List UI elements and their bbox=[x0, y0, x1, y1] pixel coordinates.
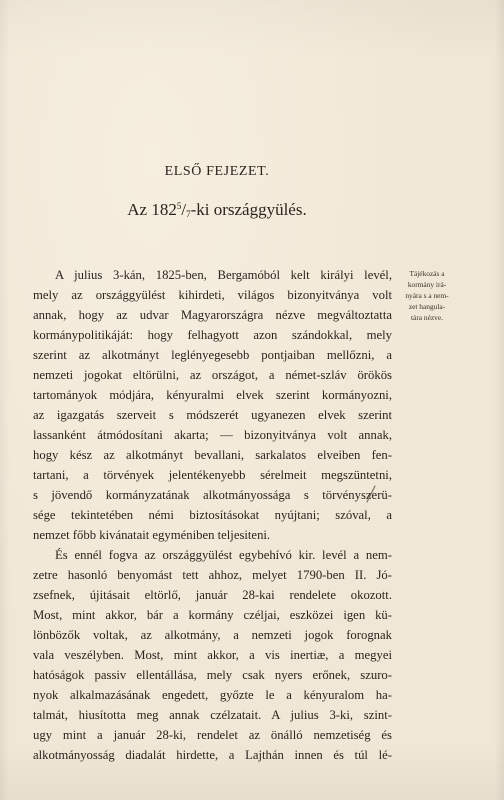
margin-note-line: nyára s a nem- bbox=[405, 291, 449, 300]
chapter-subtitle: Az $182^5/_7-ki$ országgyülés. bbox=[127, 200, 307, 219]
margin-note bbox=[397, 268, 457, 323]
text-line: hatóságok passiv ellentállása, mely csak nyers erőnek, szuro- bbox=[33, 668, 392, 682]
text-line: hogy kész az alkotmányt bevallani, sarkalatos elveiben fen- bbox=[33, 448, 392, 462]
text-line: lönbözők voltak, az alkotmány, a nemzeti jogok forognak bbox=[33, 628, 392, 642]
text-line: zsefnek, újitásait eltörlő, január 28-kai rendelete okozott. bbox=[33, 588, 392, 602]
body-text bbox=[33, 265, 392, 765]
text-line: sége tekintetében némi biztosításokat nyújtani; szóval, a bbox=[33, 508, 392, 522]
text-line: És ennél fogva az országgyülést egybehívó kir. levél a nem- bbox=[55, 548, 392, 562]
subtitle-suffix: -ki országgyülés. bbox=[190, 200, 307, 219]
text-line: lassanként átmódosítani akarta; — bizonyitványa volt annak, bbox=[33, 428, 392, 442]
text-line: nemzet főbb kivánatait egyméniben teljesiteni. bbox=[33, 528, 271, 542]
text-line: az igazgatás szerveit s módszerét ugyanezen elvek szerint bbox=[33, 408, 392, 422]
subtitle-prefix: Az 182 bbox=[127, 200, 177, 219]
chapter-heading: ELSŐ FEJEZET. bbox=[164, 164, 270, 179]
text-line: mely az országgyülést kihirdeti, világos bizonyitványa volt bbox=[33, 288, 392, 302]
text-line: s jövendő kormányzatának alkotmányossága s törvényszerü- bbox=[33, 488, 392, 502]
text-line: ugy mint a január 28-ki, rendelet az önálló nemzetiség és bbox=[33, 728, 392, 742]
text-line: kormánypolitikáját: hogy felhagyott azon szándokkal, mely bbox=[33, 328, 392, 342]
text-line: szerint az alkotmányt leglényegesebb pontjaiban mellőzni, a bbox=[33, 348, 392, 362]
subtitle-subscript: 7 bbox=[186, 209, 191, 219]
text-line: tartományok módjára, kényuralmi elvek szerint kormányozni, bbox=[33, 388, 392, 402]
text-line: annak, hogy az udvar Magyarországra nézve megváltoztatta bbox=[33, 308, 392, 322]
pencil-mark bbox=[364, 484, 378, 504]
text-line: tartani, a törvények jelentékenyebb sérelmeit megszüntetni, bbox=[33, 468, 392, 482]
margin-note-line: zet hangula- bbox=[408, 302, 446, 311]
text-line: zetre hasonló benyomást tett ahhoz, melyet 1790-ben II. Jó- bbox=[33, 568, 392, 582]
margin-note-line: tára nézve. bbox=[410, 313, 443, 322]
text-line: nemzeti jogokat eltörülni, az országot, a német-szláv örökös bbox=[33, 368, 392, 382]
text-line: alkotmányosság diadalát hirdette, a Lajthán innen és túl lé- bbox=[33, 748, 392, 762]
text-line: Most, mint akkor, bár a kormány czéljai, eszközei igen kü- bbox=[33, 608, 392, 622]
text-line: nyok alkalmazásának engedett, győzte le a kényuralom ha- bbox=[33, 688, 392, 702]
subtitle-superscript: 5 bbox=[176, 201, 182, 211]
text-line: A julius 3-kán, 1825-ben, Bergamóból kelt királyi levél, bbox=[55, 268, 392, 282]
text-line: talmát, hiusította meg annak czélzatait. A julius 3-ki, szint- bbox=[33, 708, 392, 722]
text-line: vala veszélyben. Most, mint akkor, a vis inertiæ, a megyei bbox=[33, 648, 392, 662]
margin-note-line: Tájékozás a bbox=[409, 269, 445, 278]
margin-note-line: kormány irá- bbox=[407, 280, 447, 289]
